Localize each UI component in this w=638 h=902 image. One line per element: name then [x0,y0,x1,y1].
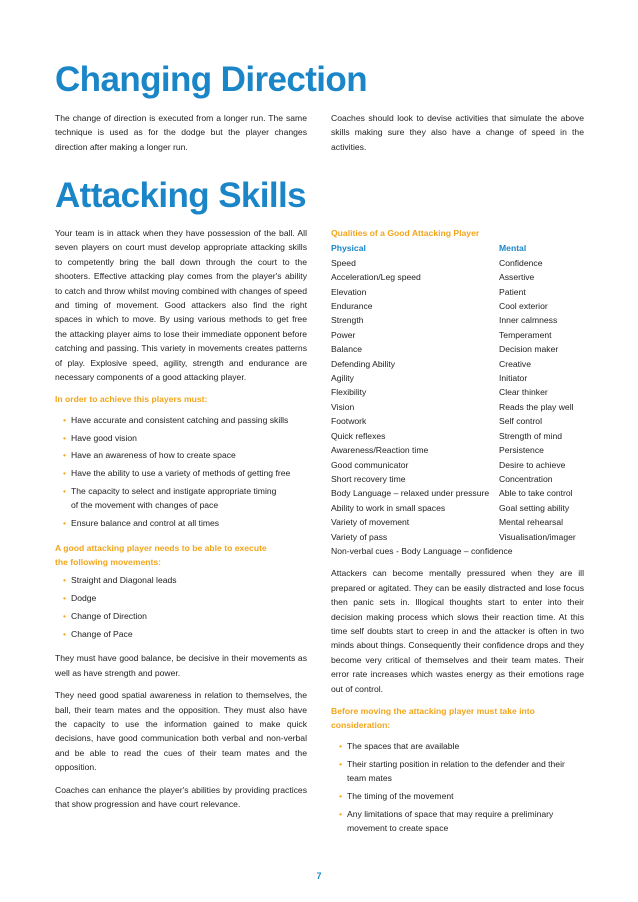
qualities-row [331,486,584,500]
attacking-skills-title: Attacking Skills [55,176,307,215]
page-number: 7 [316,871,322,881]
qualities-title: Qualities of a Good Attacking Player [331,228,480,238]
physical-quality: Footwork [331,416,367,427]
list-item: • The capacity to select and instigate appropriate timing of the movement with changes of pace [63,484,307,513]
coaches-activities-paragraph: Coaches should look to devise activities that simulate the above skills making sure they also have a change of speed in the activities. [331,113,584,152]
changing-direction-right-column [331,111,584,162]
attacking-skills-right-column [331,226,584,845]
physical-quality: Defending Ability [331,358,396,369]
physical-quality: Awareness/Reaction time [331,445,429,456]
qualities-row [331,530,584,544]
spatial-awareness-paragraph: They need good spatial awareness in relation to themselves, the ball, their team mates and the opposition. They must also have the capacity to use the information gained to make quick decisions, have good communication both verbal and non-verbal and be able to read the cues of their team mates and the opposition. [55,690,307,773]
physical-quality: Short recovery time [331,473,406,484]
mental-quality: Self control [499,416,542,427]
must-heading: In order to achieve this players must: [55,394,208,405]
changing-direction-left-column [55,111,307,162]
qualities-row [331,371,584,385]
before-moving-list [331,739,584,836]
qualities-row [331,501,584,515]
list-item: • Have the ability to use a variety of methods of getting free [63,466,307,480]
physical-quality: Flexibility [331,387,367,398]
qualities-row [331,342,584,356]
mental-quality: Concentration [499,473,553,484]
physical-quality: Good communicator [331,459,409,470]
must-list [55,413,307,531]
qualities-row [331,357,584,371]
mental-pressure-paragraph: Attackers can become mentally pressured when they are ill prepared or agitated. They can be easily distracted and lose focus then panic sets in. Illogical thoughts start to enter into their decision making process which slows their reaction time. At this time self doubts start to creep in and the attacker is often in two minds about things. Consequently their confidence drops and they become very critical of themselves and their team mates. Their error rate increases which wastes energy as their emotions rage out of control. [331,568,584,694]
mental-quality: Able to take control [499,488,573,499]
mental-quality: Reads the play well [499,401,574,412]
mental-quality: Creative [499,358,531,369]
mental-quality: Clear thinker [499,387,548,398]
qualities-row [331,299,584,313]
execute-list [55,573,307,641]
list-item: • Straight and Diagonal leads [63,573,307,587]
qualities-row [331,385,584,399]
mental-quality: Temperament [499,329,552,340]
mental-quality: Initiator [499,373,528,384]
physical-quality: Agility [331,373,354,384]
qualities-row [331,270,584,284]
mental-header: Mental [499,243,527,254]
physical-quality: Speed [331,257,356,268]
mental-quality: Goal setting ability [499,502,570,513]
mental-quality: Patient [499,286,526,297]
physical-quality: Power [331,329,356,340]
qualities-row [331,256,584,270]
mental-quality: Decision maker [499,344,559,355]
list-item: • The spaces that are available [339,739,584,753]
physical-quality: Acceleration/Leg speed [331,272,421,283]
physical-quality: Strength [331,315,364,326]
changing-direction-paragraph: The change of direction is executed from a longer run. The same technique is used as for the dodge but the player changes direction after making a longer run. [55,113,307,152]
mental-quality: Cool exterior [499,301,548,312]
qualities-row [331,458,584,472]
list-item: • Any limitations of space that may require a preliminary movement to create space [339,807,584,836]
execute-heading [55,541,307,570]
list-item: • Dodge [63,591,307,605]
mental-quality: Confidence [499,257,543,268]
physical-quality: Variety of movement [331,517,410,528]
mental-quality: Visualisation/imager [499,531,576,542]
list-item: • Ensure balance and control at all times [63,516,307,530]
list-item: • Have good vision [63,431,307,445]
list-item: • Have an awareness of how to create space [63,448,307,462]
mental-quality: Assertive [499,272,535,283]
execute-heading-line-1: A good attacking player needs to be able to execute [55,542,267,553]
list-item: • Have accurate and consistent catching and passing skills [63,413,307,427]
list-item: • Change of Pace [63,627,307,641]
attacking-intro-paragraph: Your team is in attack when they have possession of the ball. All seven players on court must develop appropriate attacking skills to competently bring the ball down through the court to the shooters. Effective attacking play comes from the player's ability to catch and throw whilst moving combined with changes of speed and timing of movement. Good attackers also find the right spaces in which to move. By using various methods to get free the attacking player aims to lose their immediate opponent before catching and passing. This variety in movements creates patterns of play. Explosive speed, agility, strength and endurance are necessary components of a good attacking player. [55,228,307,383]
before-moving-heading: Before moving the attacking player must take into consideration: [331,706,535,731]
physical-header: Physical [331,243,366,254]
physical-quality: Elevation [331,286,367,297]
nonverbal-row [331,544,584,558]
list-item: • Their starting position in relation to the defender and their team mates [339,757,584,786]
qualities-row [331,414,584,428]
execute-heading-line-2: the following movements: [55,557,161,568]
list-item: • The timing of the movement [339,789,584,803]
physical-quality: Vision [331,401,355,412]
physical-quality: Balance [331,344,363,355]
changing-direction-title: Changing Direction [55,60,367,99]
physical-quality: Body Language – relaxed under pressure [331,488,490,499]
mental-quality: Mental rehearsal [499,517,564,528]
qualities-row [331,328,584,342]
qualities-row [331,285,584,299]
qualities-row [331,515,584,529]
mental-quality: Persistence [499,445,544,456]
qualities-row [331,400,584,414]
mental-quality: Desire to achieve [499,459,566,470]
mental-quality: Inner calmness [499,315,558,326]
list-item: • Change of Direction [63,609,307,623]
qualities-header [331,241,584,255]
balance-paragraph: They must have good balance, be decisive in their movements as well as have strength and power. [55,653,307,678]
physical-quality: Ability to work in small spaces [331,502,446,513]
coaches-practices-paragraph: Coaches can enhance the player's abilities by providing practices that show progression and have court relevance. [55,784,307,809]
physical-quality: Quick reflexes [331,430,386,441]
qualities-table [331,256,584,544]
qualities-row [331,472,584,486]
nonverbal-text: Non-verbal cues - Body Language – confidence [331,545,513,556]
mental-quality: Strength of mind [499,430,563,441]
attacking-skills-left-column [55,226,307,819]
qualities-row [331,443,584,457]
physical-quality: Variety of pass [331,531,388,542]
physical-quality: Endurance [331,301,373,312]
qualities-row [331,313,584,327]
qualities-row [331,429,584,443]
